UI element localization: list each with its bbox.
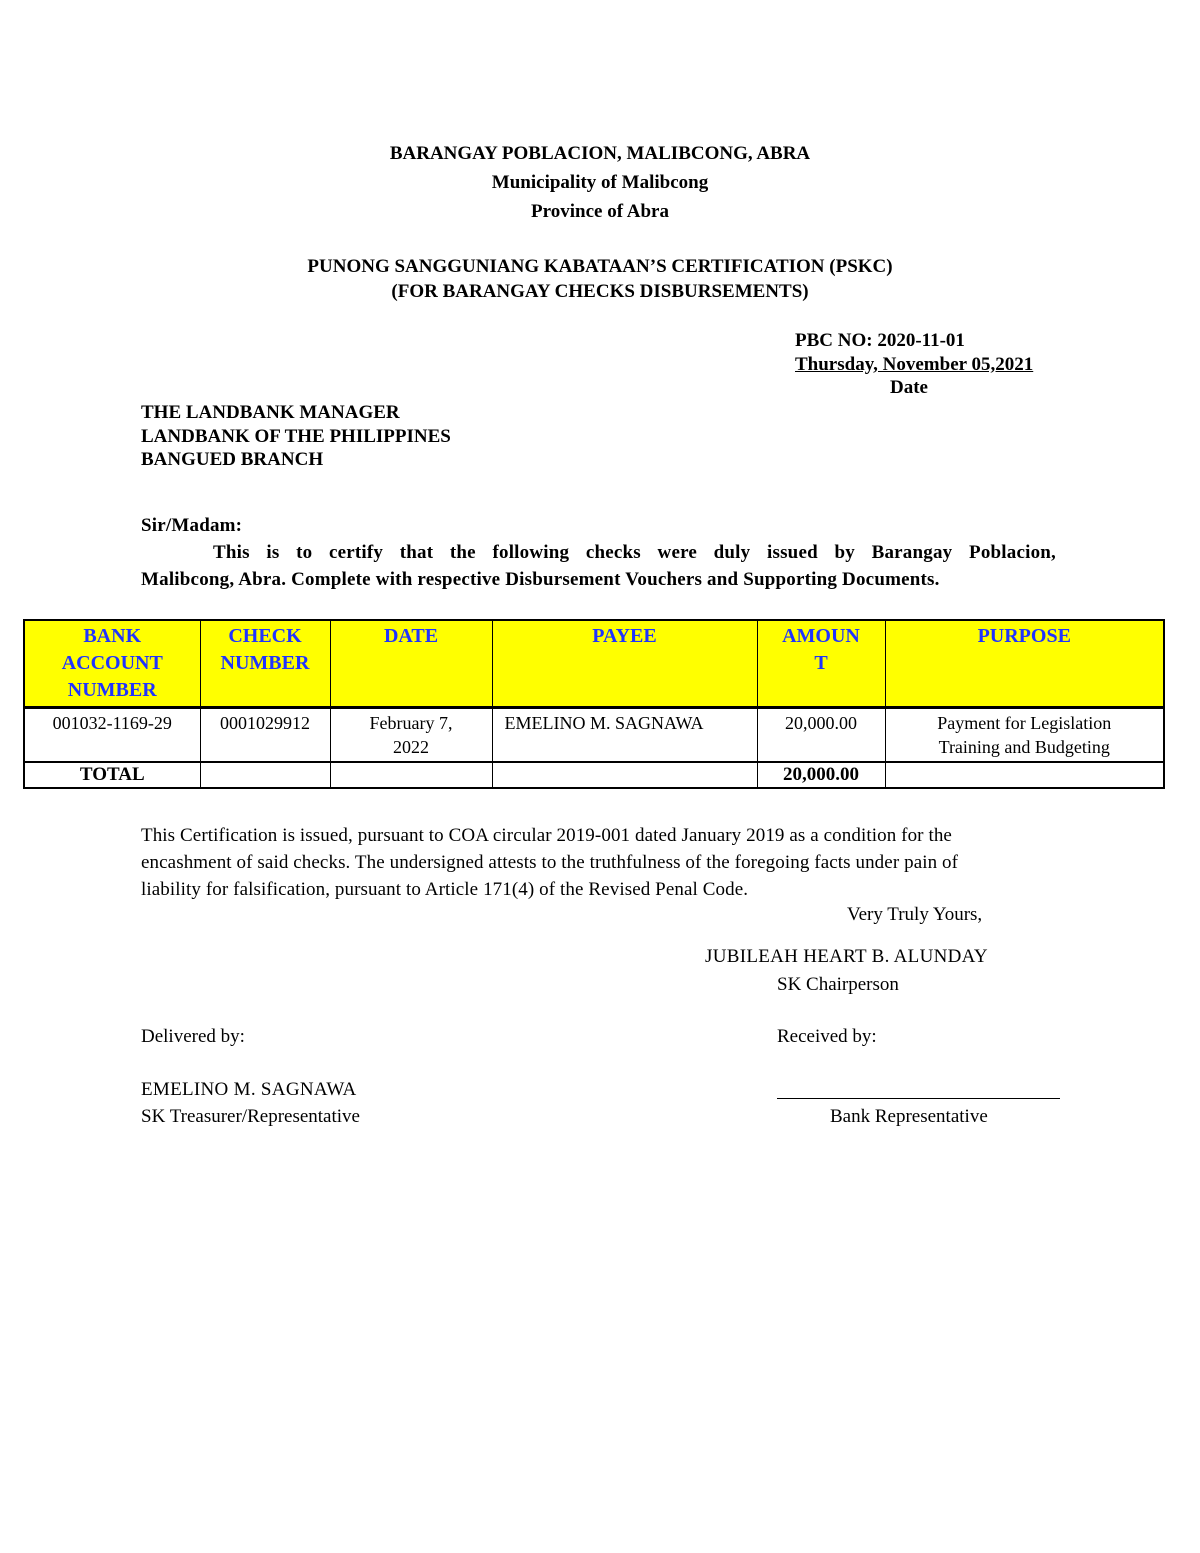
intro-line-1: This is to certify that the following checks were duly issued by Barangay Poblacion, <box>213 542 1056 563</box>
cell-date: February 7, 2022 <box>330 708 492 763</box>
pbc-number: PBC NO: 2020-11-01 <box>795 330 965 351</box>
cell-amount: 20,000.00 <box>757 708 885 763</box>
delivered-by-label: Delivered by: <box>141 1026 245 1047</box>
barangay-heading: BARANGAY POBLACION, MALIBCONG, ABRA <box>389 143 811 164</box>
date-label: Date <box>890 377 928 398</box>
cell-check: 0001029912 <box>200 708 330 763</box>
cell-payee: EMELINO M. SAGNAWA <box>492 708 757 763</box>
document-subtitle: (FOR BARANGAY CHECKS DISBURSEMENTS) <box>391 281 809 302</box>
addressee-line-2: LANDBANK OF THE PHILIPPINES <box>141 426 451 447</box>
document-title: PUNONG SANGGUNIANG KABATAAN’S CERTIFICATION (PSKC) <box>307 256 893 277</box>
total-amount: 20,000.00 <box>757 762 885 788</box>
table-total-row <box>24 762 1164 788</box>
header-purpose: PURPOSE <box>885 620 1164 708</box>
certification-line-1: This Certification is issued, pursuant to COA circular 2019-001 dated January 2019 as a condition for the <box>141 825 952 846</box>
certification-line-3: liability for falsification, pursuant to Article 171(4) of the Revised Penal Code. <box>141 879 749 900</box>
total-empty-payee <box>492 762 757 788</box>
salutation: Sir/Madam: <box>141 515 243 536</box>
delivered-by-title: SK Treasurer/Representative <box>141 1106 360 1127</box>
signature-line <box>777 1098 1060 1099</box>
cell-purpose: Payment for Legislation Training and Budgeting <box>885 708 1164 763</box>
signatory-title: SK Chairperson <box>777 974 899 995</box>
document-date: Thursday, November 05,2021 <box>795 354 1034 375</box>
cell-account: 001032-1169-29 <box>24 708 200 763</box>
addressee-line-1: THE LANDBANK MANAGER <box>141 402 400 423</box>
signatory-name: JUBILEAH HEART B. ALUNDAY <box>705 946 988 967</box>
total-empty-purpose <box>885 762 1164 788</box>
province-heading: Province of Abra <box>531 201 669 222</box>
received-by-label: Received by: <box>777 1026 877 1047</box>
total-empty-check <box>200 762 330 788</box>
header-payee: PAYEE <box>492 620 757 708</box>
certification-paragraph <box>141 822 1061 903</box>
table-header-row <box>24 620 1164 708</box>
total-label: TOTAL <box>24 762 200 788</box>
addressee-line-3: BANGUED BRANCH <box>141 449 324 470</box>
total-empty-date <box>330 762 492 788</box>
table-row <box>24 708 1164 763</box>
received-by-title: Bank Representative <box>830 1106 988 1127</box>
header-amount: AMOUN T <box>757 620 885 708</box>
header-check-number: CHECK NUMBER <box>200 620 330 708</box>
intro-line-2: Malibcong, Abra. Complete with respective Disbursement Vouchers and Supporting Documents. <box>141 569 940 590</box>
checks-table <box>23 619 1165 789</box>
delivered-by-name: EMELINO M. SAGNAWA <box>141 1079 357 1100</box>
closing: Very Truly Yours, <box>847 904 983 925</box>
certification-line-2: encashment of said checks. The undersigned attests to the truthfulness of the foregoing facts under pain of <box>141 852 959 873</box>
municipality-heading: Municipality of Malibcong <box>491 172 709 193</box>
header-date: DATE <box>330 620 492 708</box>
header-bank-account: BANK ACCOUNT NUMBER <box>24 620 200 708</box>
